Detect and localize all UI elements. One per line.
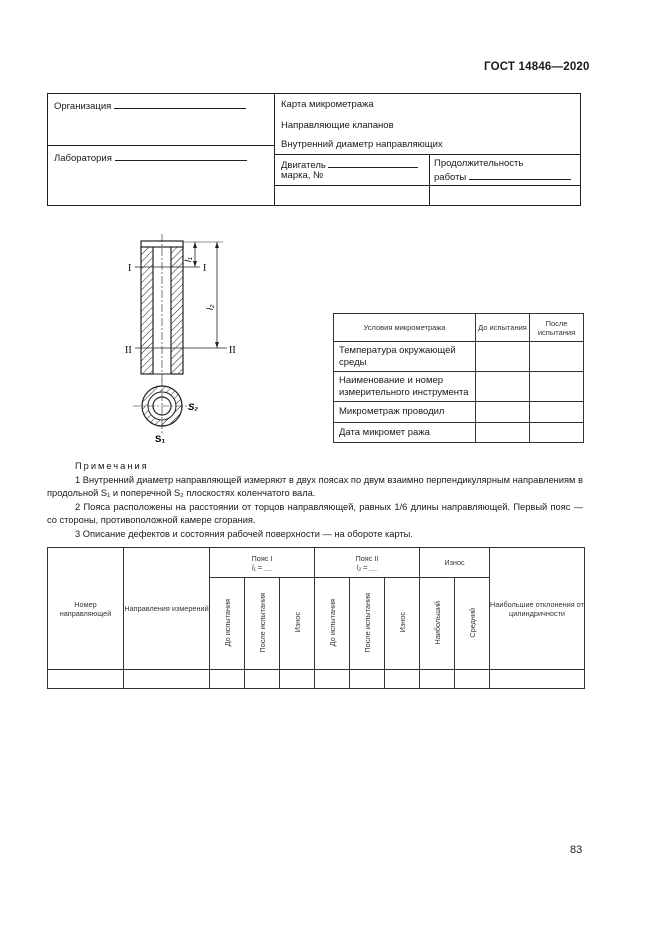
belt-2-after-header: После испытания [350, 578, 385, 670]
condition-value-cell[interactable] [530, 402, 584, 423]
duration-label: Продолжительность [434, 158, 524, 169]
sleeve-cross-section [133, 379, 191, 434]
data-cell[interactable] [124, 670, 210, 689]
note-item: 3 Описание дефектов и состояния рабочей поверхности — на обороте карты. [75, 528, 413, 539]
belt-1-title: Пояс I [251, 553, 273, 563]
belt-2-header [315, 548, 420, 578]
directions-header: Направления измерений [124, 548, 210, 670]
section-ii-left: II [125, 345, 132, 356]
plane-s2-label: S₂ [188, 402, 198, 413]
belt-2-title: Пояс II [355, 553, 379, 563]
data-cell[interactable] [420, 670, 455, 689]
max-deviation-header: Наибольшие отклонения от цилиндричности [490, 548, 585, 670]
organization-label: Организация [54, 101, 112, 112]
laboratory-field[interactable] [54, 151, 247, 164]
data-cell[interactable] [455, 670, 490, 689]
condition-label: Дата микромет ража [334, 423, 476, 443]
engine-model-label: марка, № [281, 170, 324, 181]
wear-greatest-header: Наибольший [420, 578, 455, 670]
laboratory-label: Лаборатория [54, 153, 112, 164]
card-title: Карта микрометража [281, 99, 374, 110]
data-cell[interactable] [245, 670, 280, 689]
page-number: 83 [570, 844, 583, 856]
section-ii-right: II [229, 345, 236, 356]
organization-blank [114, 99, 246, 109]
guide-number-header: Номер направляющей [48, 548, 124, 670]
belt-1-wear-header: Износ [280, 578, 315, 670]
conditions-header: Условия микрометража [334, 314, 476, 342]
organization-field[interactable] [54, 99, 246, 112]
dimension-l1: l₁ [183, 257, 193, 262]
condition-value-cell[interactable] [476, 372, 530, 402]
plane-s1-label: S₁ [155, 434, 166, 445]
document-code: ГОСТ 14846—2020 [484, 61, 590, 73]
sleeve-section [141, 234, 183, 380]
duration-field[interactable] [434, 170, 571, 183]
data-cell[interactable] [350, 670, 385, 689]
data-cell[interactable] [490, 670, 585, 689]
data-cell[interactable] [210, 670, 245, 689]
wear-header: Износ [420, 548, 490, 578]
belt-2-wear-header: Износ [385, 578, 420, 670]
belt-2-formula: l₂ = __ [356, 562, 378, 572]
belt-1-formula: l₁ = __ [251, 562, 273, 572]
before-test-header: До испытания [476, 314, 530, 342]
belt-1-after-header: После испытания [245, 578, 280, 670]
notes-section [47, 460, 583, 542]
part-name: Направляющие клапанов [281, 120, 394, 131]
data-cell[interactable] [315, 670, 350, 689]
condition-label: Микрометраж проводил [334, 402, 476, 423]
header-form [47, 93, 581, 206]
note-item: 1 Внутренний диаметр направляющей измеряют в двух поясах по двум взаимно перпендикулярным направлениям в продольной S₁ и поперечной S₂ плоскостях коленчатого вала. [47, 474, 583, 499]
section-i-right: I [203, 263, 207, 274]
condition-value-cell[interactable] [530, 372, 584, 402]
after-test-header: После испытания [530, 314, 584, 342]
engine-label: Двигатель [281, 160, 326, 171]
test-conditions-table [333, 313, 584, 443]
data-cell[interactable] [385, 670, 420, 689]
data-cell[interactable] [48, 670, 124, 689]
table-row [48, 670, 585, 689]
engine-blank [328, 158, 418, 168]
condition-value-cell[interactable] [530, 423, 584, 443]
guide-sleeve-drawing [95, 230, 245, 450]
laboratory-blank [115, 151, 247, 161]
duration-label-2: работы [434, 172, 467, 183]
notes-title: Примечания [75, 461, 149, 471]
condition-value-cell[interactable] [476, 423, 530, 443]
belt-2-before-header: До испытания [315, 578, 350, 670]
condition-value-cell[interactable] [476, 402, 530, 423]
note-item: 2 Пояса расположены на расстоянии от торцов направляющей, равных 1/6 длины направляющей. Первый пояс — со стороны, противоположной камере сгорания. [47, 501, 583, 526]
condition-value-cell[interactable] [476, 342, 530, 372]
section-i-left: I [128, 263, 132, 274]
belt-1-before-header: До испытания [210, 578, 245, 670]
measurement-name: Внутренний диаметр направляющих [281, 139, 443, 150]
belt-1-header [210, 548, 315, 578]
condition-label: Наименование и номер измерительного инструмента [334, 372, 476, 402]
condition-label: Температура окружающей среды [334, 342, 476, 372]
wear-average-header: Средний [455, 578, 490, 670]
duration-blank [469, 170, 571, 180]
measurement-table [47, 547, 585, 689]
dimension-l2: l₂ [205, 304, 215, 310]
data-cell[interactable] [280, 670, 315, 689]
condition-value-cell[interactable] [530, 342, 584, 372]
